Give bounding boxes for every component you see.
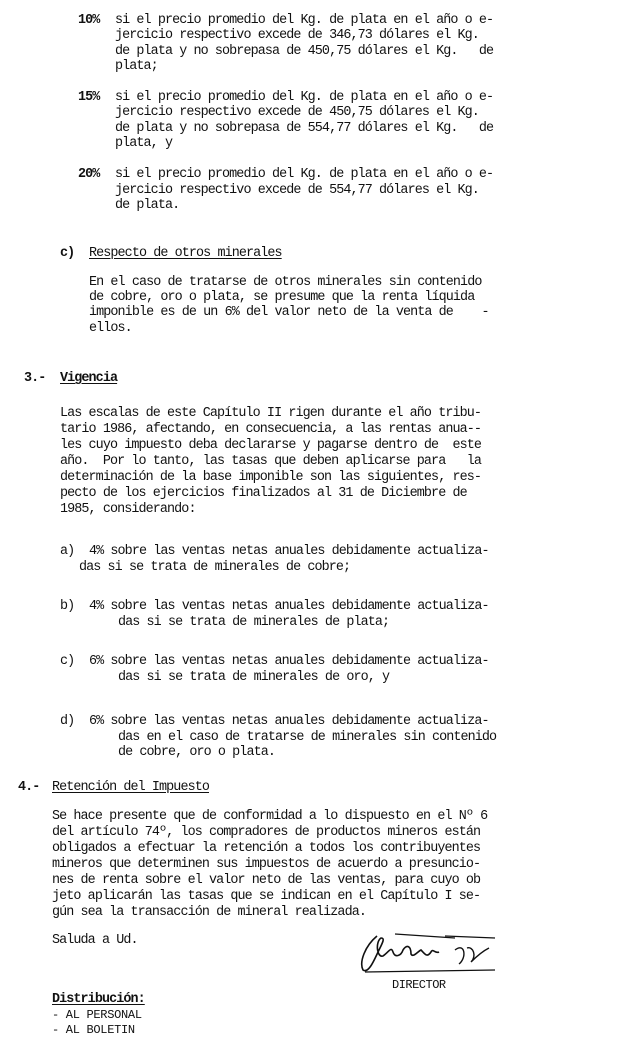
paragraph-line: tario 1986, afectando, en consecuencia, a las rentas anua--	[60, 422, 482, 437]
rate-text-line: jercicio respectivo excede de 346,73 dólares el Kg.	[115, 28, 479, 43]
section-3-heading: Vigencia	[60, 371, 118, 386]
paragraph-line: imponible es de un 6% del valor neto de la venta de -	[89, 305, 489, 320]
rate-label: 20%	[78, 167, 100, 182]
paragraph-line: 1985, considerando:	[60, 502, 196, 517]
paragraph-line: jeto aplicarán las tasas que se indican en el Capítulo I se-	[52, 889, 481, 904]
paragraph-line: pecto de los ejercicios finalizados al 31 de Diciembre de	[60, 486, 467, 501]
list-item-line: 4% sobre las ventas netas anuales debidamente actualiza-	[89, 544, 489, 559]
section-c-marker: c)	[60, 246, 75, 261]
list-item-line: das si se trata de minerales de oro, y	[118, 670, 390, 685]
list-marker: a)	[60, 544, 75, 559]
paragraph-line: ellos.	[89, 321, 132, 336]
paragraph-line: mineros que determinen sus impuestos de acuerdo a presuncio-	[52, 857, 481, 872]
signature-title: DIRECTOR	[392, 978, 446, 992]
section-4-heading: Retención del Impuesto	[52, 780, 209, 795]
paragraph-line: determinación de la base imponible son las siguientes, res-	[60, 470, 482, 485]
distribution-heading: Distribución:	[52, 992, 145, 1007]
rate-text-line: de plata.	[115, 198, 180, 213]
rate-text-line: de plata y no sobrepasa de 554,77 dólares el Kg. de	[115, 121, 494, 136]
rate-text-line: jercicio respectivo excede de 450,75 dólares el Kg.	[115, 105, 479, 120]
list-marker: b)	[60, 599, 75, 614]
greeting: Saluda a Ud.	[52, 933, 138, 948]
paragraph-line: les cuyo impuesto deba declararse y pagarse dentro de este	[60, 438, 482, 453]
list-item-line: das en el caso de tratarse de minerales sin contenido	[118, 730, 497, 745]
distribution-item: - AL PERSONAL	[52, 1008, 142, 1022]
paragraph-line: gún sea la transacción de mineral realizada.	[52, 905, 366, 920]
rate-text-line: plata, y	[115, 136, 173, 151]
list-item-line: 6% sobre las ventas netas anuales debidamente actualiza-	[89, 714, 489, 729]
paragraph-line: Se hace presente que de conformidad a lo dispuesto en el Nº 6	[52, 809, 488, 824]
rate-text-line: de plata y no sobrepasa de 450,75 dólares el Kg. de	[115, 44, 494, 59]
rate-label: 15%	[78, 90, 100, 105]
paragraph-line: Las escalas de este Capítulo II rigen durante el año tribu-	[60, 406, 482, 421]
paragraph-line: año. Por lo tanto, las tasas que deben aplicarse para la	[60, 454, 482, 469]
paragraph-line: del artículo 74º, los compradores de productos mineros están	[52, 825, 481, 840]
rate-text-line: si el precio promedio del Kg. de plata en el año o e-	[115, 13, 494, 28]
rate-text-line: jercicio respectivo excede de 554,77 dólares el Kg.	[115, 183, 479, 198]
list-item-line: 6% sobre las ventas netas anuales debidamente actualiza-	[89, 654, 489, 669]
section-c-heading: Respecto de otros minerales	[89, 246, 282, 261]
distribution-item: - AL BOLETIN	[52, 1023, 135, 1037]
list-item-line: de cobre, oro o plata.	[118, 745, 275, 760]
section-4-number: 4.-	[18, 780, 40, 795]
rate-text-line: plata;	[115, 59, 158, 74]
list-marker: d)	[60, 714, 75, 729]
list-item-line: das si se trata de minerales de cobre;	[79, 560, 351, 575]
rate-text-line: si el precio promedio del Kg. de plata en el año o e-	[115, 90, 494, 105]
section-3-number: 3.-	[24, 371, 46, 386]
paragraph-line: obligados a efectuar la retención a todos los contribuyentes	[52, 841, 481, 856]
list-item-line: das si se trata de minerales de plata;	[118, 615, 390, 630]
list-marker: c)	[60, 654, 75, 669]
rate-text-line: si el precio promedio del Kg. de plata en el año o e-	[115, 167, 494, 182]
list-item-line: 4% sobre las ventas netas anuales debidamente actualiza-	[89, 599, 489, 614]
rate-label: 10%	[78, 13, 100, 28]
signature	[355, 928, 505, 976]
paragraph-line: de cobre, oro o plata, se presume que la renta líquida	[89, 290, 475, 305]
paragraph-line: nes de renta sobre el valor neto de las ventas, para cuyo ob	[52, 873, 481, 888]
paragraph-line: En el caso de tratarse de otros minerales sin contenido	[89, 275, 482, 290]
